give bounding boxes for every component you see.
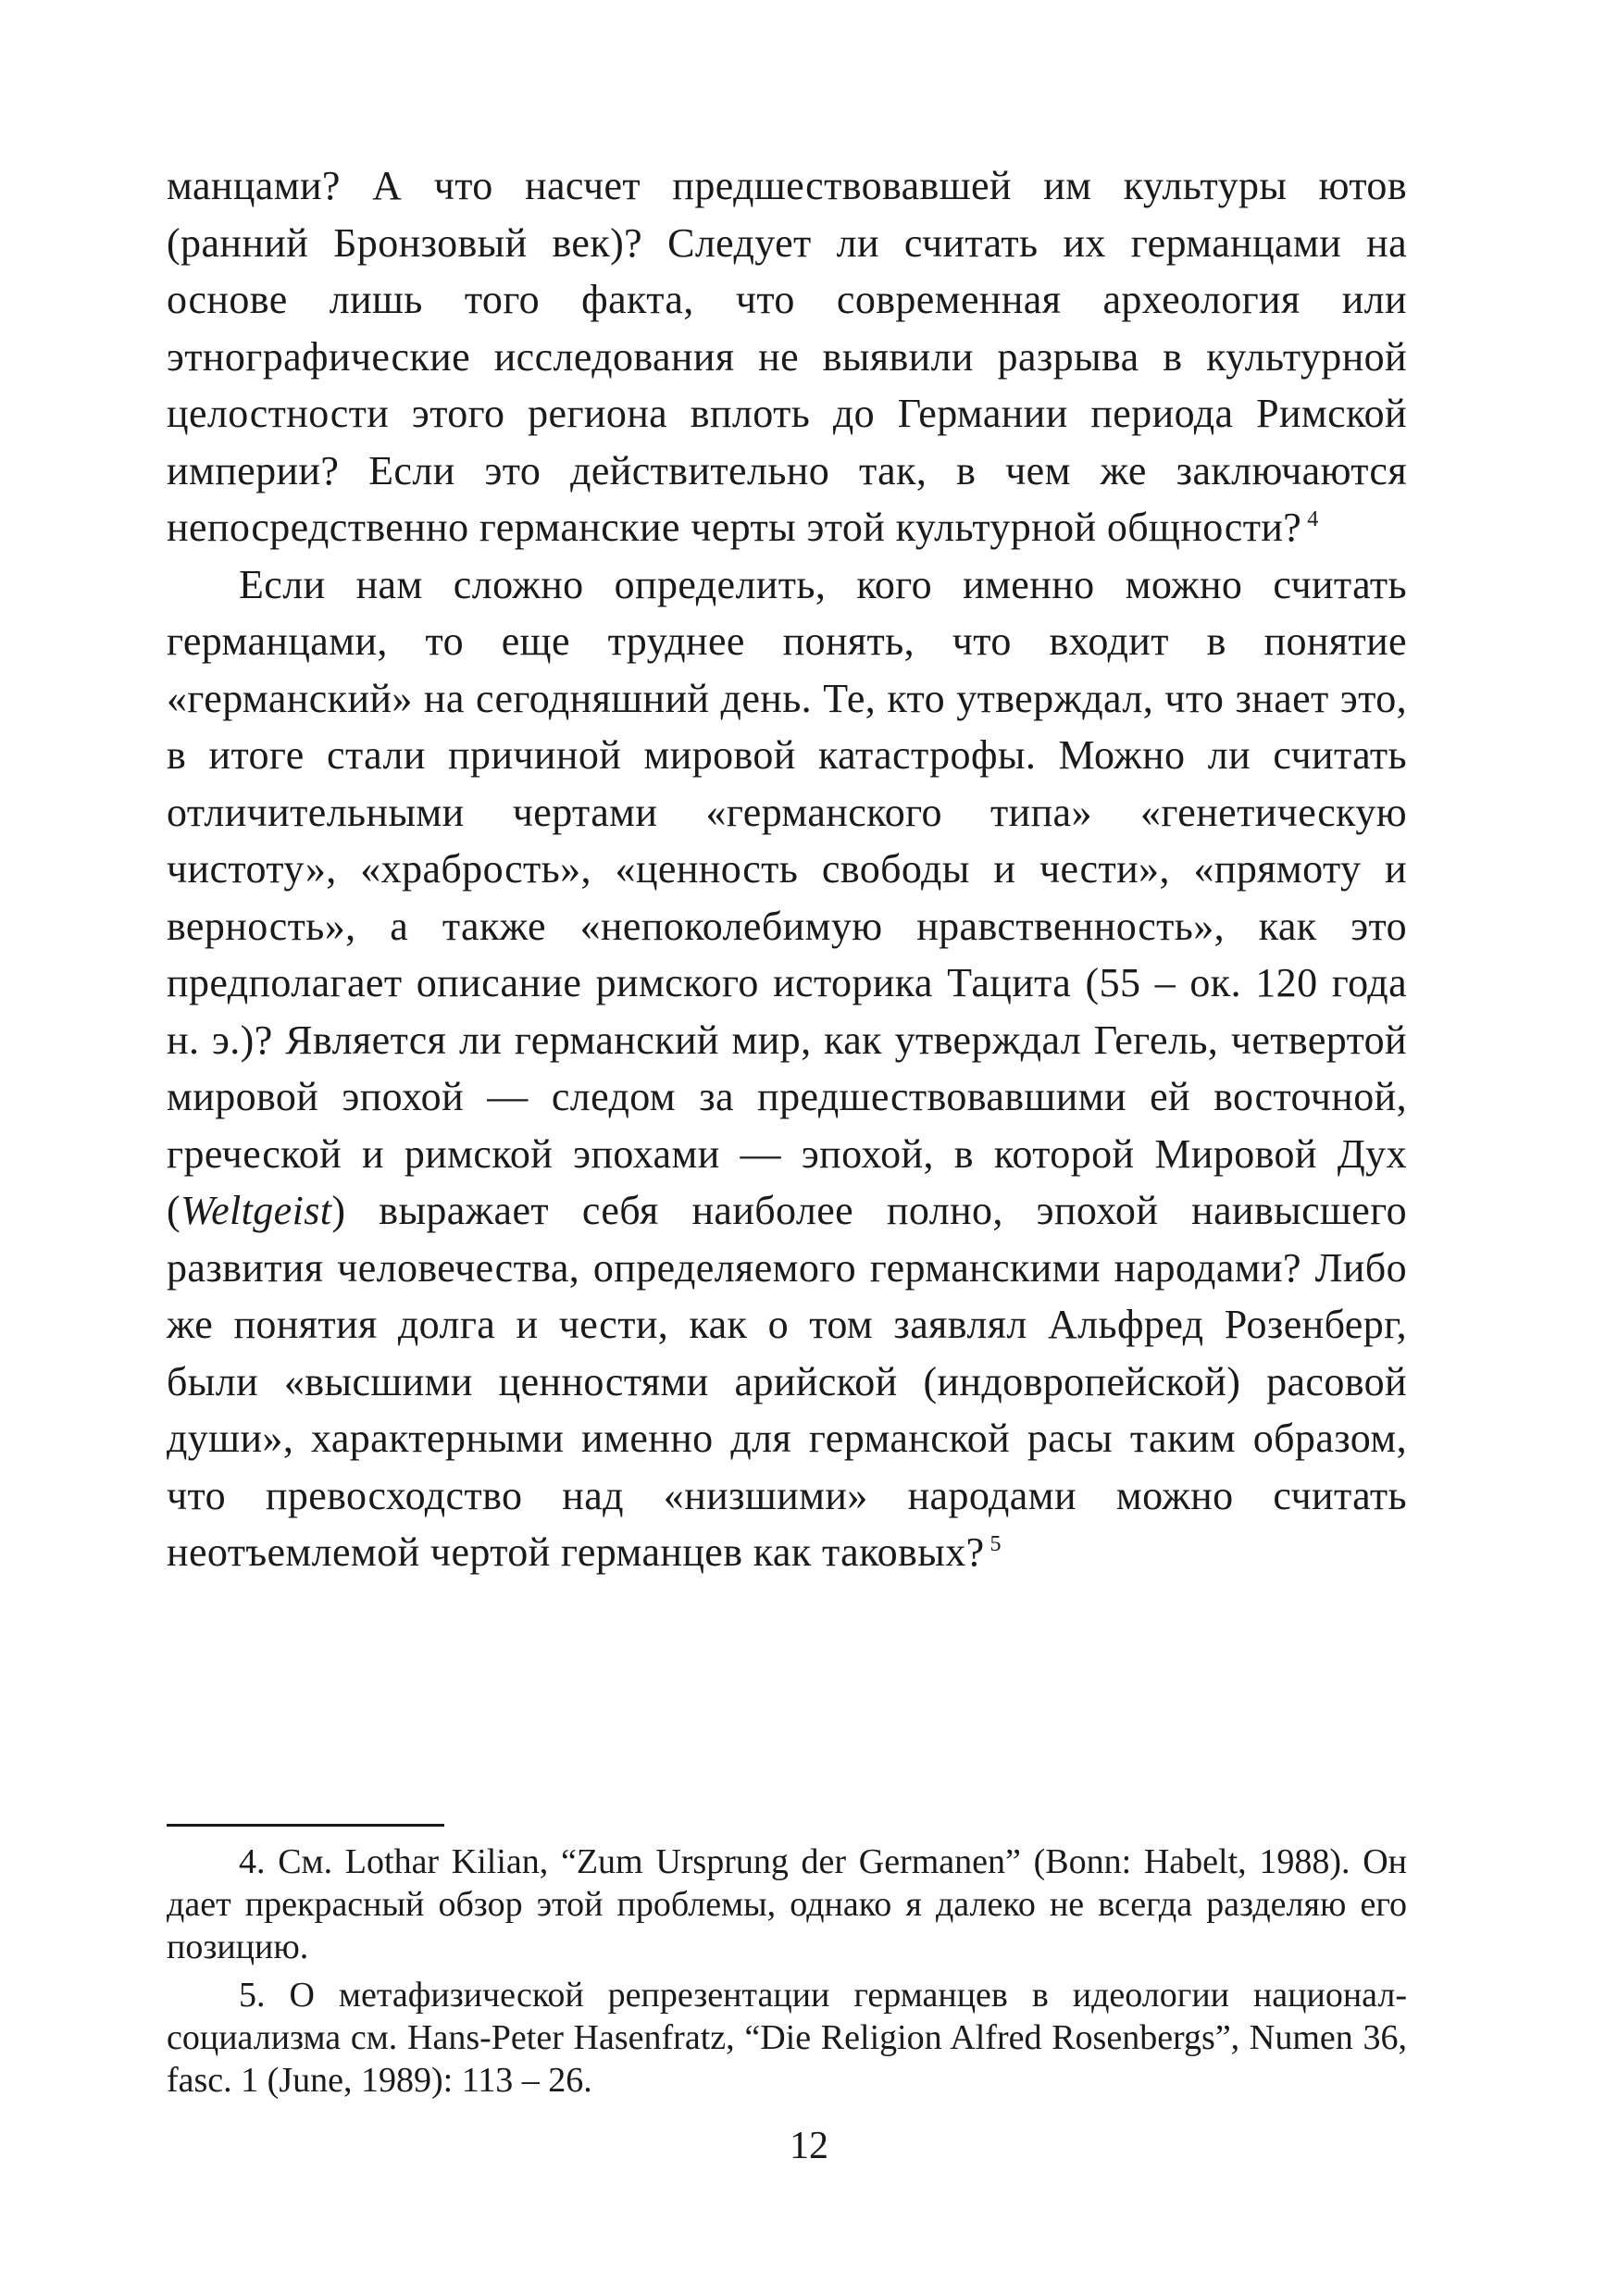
page-body	[167, 157, 1407, 1581]
main-text	[167, 157, 1407, 1581]
footnote-number: 5.	[239, 1976, 266, 2015]
footnote-text: См. Lothar Kilian, “Zum Ursprung der Germanen” (Bonn: Habelt, 1988). Он дает прекрасный обзор этой проблемы, однако я далеко не всегда разделяю его позицию.	[167, 1842, 1407, 1966]
footnote-ref-4[interactable]: 4	[1307, 507, 1319, 531]
paragraph-2	[167, 556, 1407, 1581]
paragraph-2-text-start: Если нам сложно определить, кого именно можно считать германцами, то еще труднее понять, что входит в понятие «германский» на сегодняшний день. Те, кто утверждал, что знает это, в итоге стали причиной мировой катастрофы. Можно ли считать отличительными чертами «германского типа» «генетическую чистоту», «храбрость», «ценность свободы и чести», «прямоту и верность», а также «непоколебимую нравственность», как это предполагает описание римского историка Тацита (55 – ок. 120 года н. э.)? Является ли германский мир, как утверждал Гегель, четвертой мировой эпохой — следом за предшествовавшими ей восточной, греческой и римской эпохами — эпохой, в которой Мировой Дух (	[167, 561, 1407, 1233]
footnote-number: 4.	[239, 1842, 266, 1881]
italic-term: Weltgeist	[180, 1188, 332, 1233]
footnote-5	[167, 1974, 1407, 2102]
paragraph-1-text: манцами? А что насчет предшествовавшей им культуры ютов (ранний Бронзовый век)? Следует ли считать их германцами на основе лишь того факта, что современная археология или этнографические исследования не выявили разрыва в культурной целостности этого региона вплоть до Германии периода Римской империи? Если это действительно так, в чем же заключаются непосредственно германские черты этой культурной общности?	[167, 163, 1407, 550]
page-number: 12	[790, 2125, 828, 2167]
paragraph-2-text-end: ) выражает себя наиболее полно, эпохой наивысшего развития человечества, определяемого германскими народами? Либо же понятия долга и чести, как о том заявлял Альфред Розенберг, были «высшими ценностями арийской (индовропейской) расовой души», характерными именно для германской расы таким образом, что превосходство над «низшими» народами можно считать неотъемлемой чертой германцев как таковых?	[167, 1188, 1407, 1575]
footnote-ref-5[interactable]: 5	[989, 1532, 1002, 1556]
footnotes	[167, 1841, 1407, 2107]
footnote-divider	[167, 1824, 444, 1827]
footnote-4	[167, 1841, 1407, 1968]
footnote-text: О метафизической репрезентации германцев в идеологии национал-социализма см. Hans-Peter Hasenfratz, “Die Religion Alfred Rosenbergs”, Numen 36, fasc. 1 (June, 1989): 113 – 26.	[167, 1976, 1408, 2100]
paragraph-1	[167, 157, 1407, 556]
